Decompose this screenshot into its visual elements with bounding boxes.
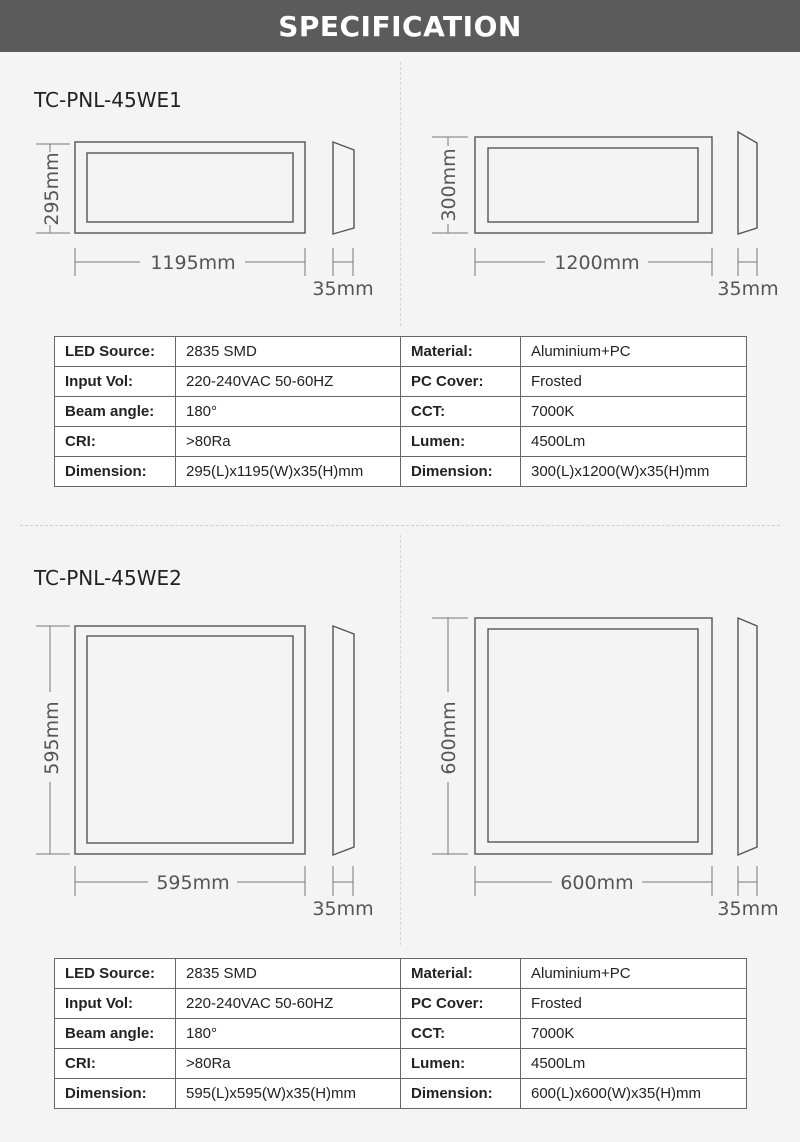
spec-label: LED Source: bbox=[55, 337, 176, 367]
panel-front-view bbox=[475, 618, 712, 854]
spec-value: Frosted bbox=[521, 367, 747, 397]
panel-side-view bbox=[738, 132, 757, 234]
spec-value: >80Ra bbox=[176, 1049, 401, 1079]
spec-value: 7000K bbox=[521, 397, 747, 427]
spec-value: Frosted bbox=[521, 989, 747, 1019]
spec-value: 7000K bbox=[521, 1019, 747, 1049]
panel-inner-frame bbox=[87, 636, 293, 843]
spec-value: >80Ra bbox=[176, 427, 401, 457]
depth-label: 35mm bbox=[717, 278, 779, 300]
dimension-drawing bbox=[0, 60, 800, 300]
spec-label: Material: bbox=[401, 959, 521, 989]
spec-value: 595(L)x595(W)x35(H)mm bbox=[176, 1079, 401, 1109]
spec-label: CCT: bbox=[401, 397, 521, 427]
table-row bbox=[55, 367, 747, 397]
spec-value: 180° bbox=[176, 1019, 401, 1049]
spec-label: Lumen: bbox=[401, 427, 521, 457]
spec-label: Dimension: bbox=[55, 1079, 176, 1109]
spec-label: Lumen: bbox=[401, 1049, 521, 1079]
spec-label: Beam angle: bbox=[55, 397, 176, 427]
spec-label: Input Vol: bbox=[55, 989, 176, 1019]
spec-value: 220-240VAC 50-60HZ bbox=[176, 989, 401, 1019]
height-label: 595mm bbox=[41, 701, 63, 775]
panel-front-view bbox=[75, 142, 305, 233]
spec-label: PC Cover: bbox=[401, 989, 521, 1019]
spec-label: Dimension: bbox=[401, 1079, 521, 1109]
width-label: 1200mm bbox=[554, 252, 640, 274]
spec-value: 2835 SMD bbox=[176, 959, 401, 989]
panel-side-view bbox=[333, 626, 354, 855]
page-title: SPECIFICATION bbox=[0, 0, 800, 52]
spec-label: Beam angle: bbox=[55, 1019, 176, 1049]
width-label: 600mm bbox=[560, 872, 634, 894]
width-label: 1195mm bbox=[150, 252, 236, 274]
spec-value: 180° bbox=[176, 397, 401, 427]
panel-inner-frame bbox=[488, 148, 698, 222]
spec-value: 4500Lm bbox=[521, 427, 747, 457]
table-row bbox=[55, 397, 747, 427]
spec-label: CRI: bbox=[55, 1049, 176, 1079]
spec-value: 220-240VAC 50-60HZ bbox=[176, 367, 401, 397]
panel-front-view bbox=[75, 626, 305, 854]
width-label: 595mm bbox=[156, 872, 230, 894]
panel-front-view bbox=[475, 137, 712, 233]
table-row bbox=[55, 1019, 747, 1049]
model-name: TC-PNL-45WE2 bbox=[34, 566, 182, 590]
table-row bbox=[55, 337, 747, 367]
height-label: 600mm bbox=[438, 701, 460, 775]
dimension-drawing bbox=[0, 600, 800, 930]
table-row bbox=[55, 1079, 747, 1109]
spec-label: Material: bbox=[401, 337, 521, 367]
table-row bbox=[55, 1049, 747, 1079]
table-row bbox=[55, 427, 747, 457]
spec-value: 295(L)x1195(W)x35(H)mm bbox=[176, 457, 401, 487]
panel-inner-frame bbox=[87, 153, 293, 222]
table-row bbox=[55, 989, 747, 1019]
section-divider bbox=[20, 525, 780, 526]
spec-label: CRI: bbox=[55, 427, 176, 457]
spec-label: PC Cover: bbox=[401, 367, 521, 397]
height-label: 295mm bbox=[41, 152, 63, 226]
panel-side-view bbox=[333, 142, 354, 234]
depth-label: 35mm bbox=[717, 898, 779, 920]
model-name: TC-PNL-45WE1 bbox=[34, 88, 182, 112]
spec-value: 2835 SMD bbox=[176, 337, 401, 367]
spec-label: LED Source: bbox=[55, 959, 176, 989]
table-row bbox=[55, 959, 747, 989]
spec-value: 300(L)x1200(W)x35(H)mm bbox=[521, 457, 747, 487]
spec-label: Dimension: bbox=[55, 457, 176, 487]
spec-label: Input Vol: bbox=[55, 367, 176, 397]
spec-label: Dimension: bbox=[401, 457, 521, 487]
depth-label: 35mm bbox=[312, 898, 374, 920]
panel-side-view bbox=[738, 618, 757, 855]
spec-table bbox=[54, 958, 747, 1109]
panel-inner-frame bbox=[488, 629, 698, 842]
spec-label: CCT: bbox=[401, 1019, 521, 1049]
spec-value: Aluminium+PC bbox=[521, 959, 747, 989]
depth-label: 35mm bbox=[312, 278, 374, 300]
table-row bbox=[55, 457, 747, 487]
spec-value: Aluminium+PC bbox=[521, 337, 747, 367]
spec-value: 600(L)x600(W)x35(H)mm bbox=[521, 1079, 747, 1109]
spec-value: 4500Lm bbox=[521, 1049, 747, 1079]
spec-table bbox=[54, 336, 747, 487]
height-label: 300mm bbox=[438, 148, 460, 222]
